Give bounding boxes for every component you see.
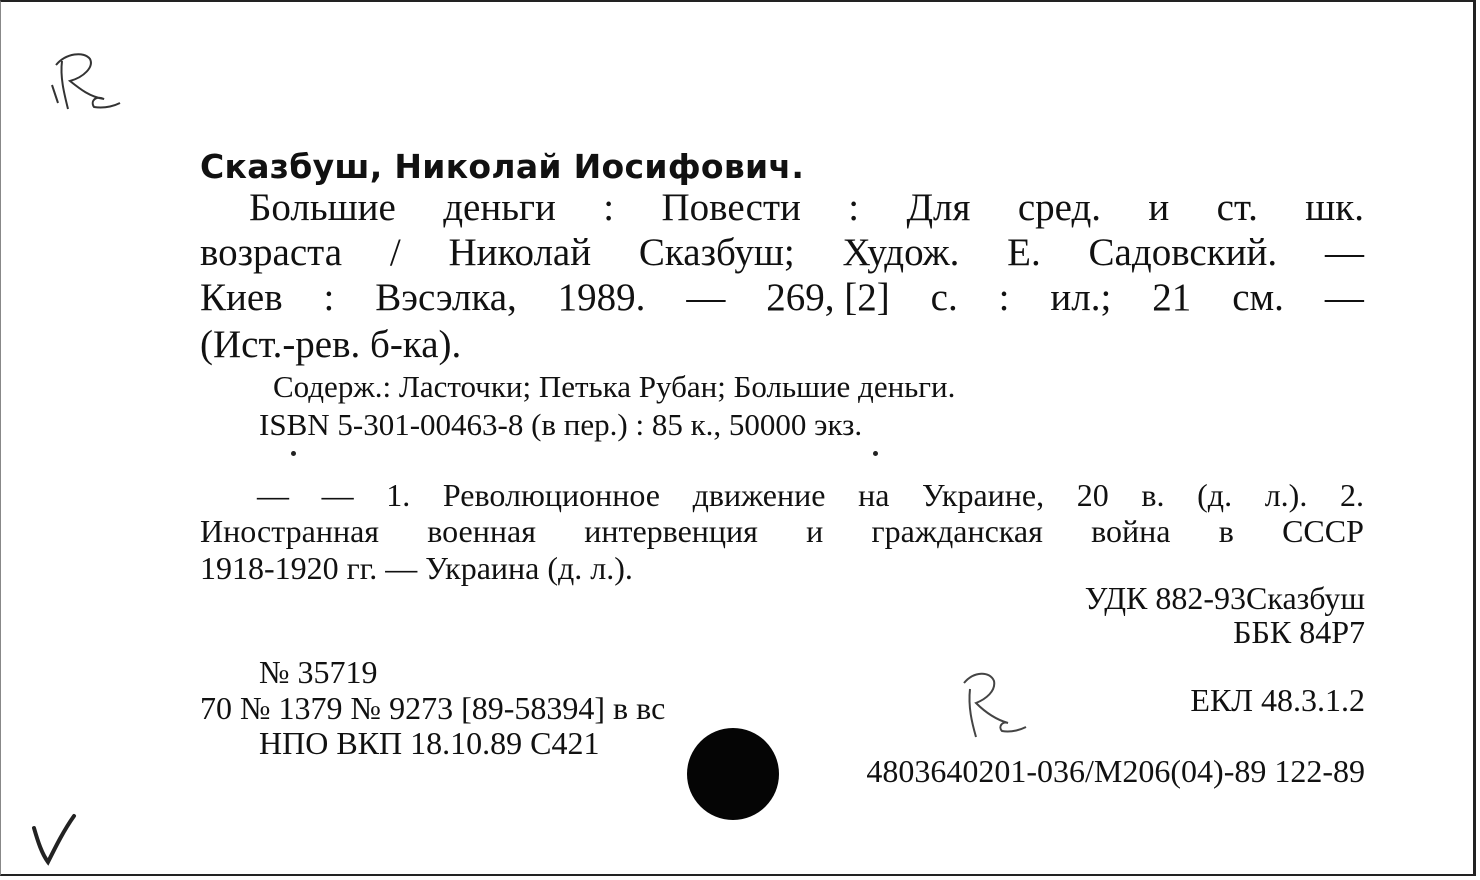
series-line: (Ист.-рев. б-ка). [200, 323, 462, 366]
title-line-3 [200, 275, 1364, 320]
word: Для [906, 186, 971, 229]
publisher-line: НПО ВКП 18.10.89 С421 [259, 725, 600, 761]
word: интервенция [584, 513, 758, 549]
title-line-1 [249, 185, 1364, 230]
word: гражданская [871, 513, 1043, 549]
word: на [858, 477, 890, 513]
word: 2. [1339, 477, 1364, 513]
handwritten-initial-mark-2 [956, 667, 1036, 747]
word: Худож. [842, 231, 960, 274]
handwritten-initial-mark [46, 47, 136, 122]
word: — [1324, 276, 1364, 319]
word: 21 [1152, 276, 1192, 319]
publisher-code: 4803640201-036/М206(04)-89 122-89 [866, 753, 1365, 789]
record-number: № 35719 [259, 654, 378, 690]
subject-line-1 [257, 477, 1364, 514]
word: 20 [1076, 477, 1109, 513]
word: Революционное [442, 477, 660, 513]
word: 269, [2] [766, 276, 890, 319]
word: Киев [200, 276, 283, 319]
word: — [1324, 231, 1364, 274]
word: и [806, 513, 824, 549]
word: ст. [1216, 186, 1258, 229]
word: Николай [448, 231, 592, 274]
word: война [1091, 513, 1171, 549]
order-line: 70 № 1379 № 9273 [89-58394] в вс [200, 690, 666, 726]
word: Повести [661, 186, 801, 229]
word: возраста [200, 231, 343, 274]
author-heading: Сказбуш, Николай Иосифович. [200, 147, 805, 186]
word: Садовский. [1088, 231, 1278, 274]
word: и [1148, 186, 1170, 229]
word: — [257, 477, 289, 513]
word: : [603, 186, 615, 229]
word: в [1218, 513, 1234, 549]
word: в. [1141, 477, 1165, 513]
word: Е. [1007, 231, 1041, 274]
contents-note: Содерж.: Ласточки; Петька Рубан; Большие деньги. [273, 369, 956, 404]
ink-speck [873, 451, 878, 456]
word: / [389, 231, 401, 274]
word: Большие [249, 186, 396, 229]
word: сред. [1017, 186, 1102, 229]
ekl-code: ЕКЛ 48.3.1.2 [1190, 682, 1365, 718]
word: : [848, 186, 860, 229]
isbn-line: ISBN 5-301-00463-8 (в пер.) : 85 к., 50000 экз. [259, 407, 863, 442]
bbk-code: ББК 84Р7 [1233, 614, 1365, 650]
word: Украине, [922, 477, 1045, 513]
word: военная [427, 513, 536, 549]
word: с. [930, 276, 958, 319]
punch-hole [687, 728, 779, 820]
word: Вэсэлка, [375, 276, 517, 319]
udk-code: УДК 882-93Сказбуш [1084, 580, 1365, 616]
handwritten-checkmark [26, 802, 86, 872]
word: 1. [386, 477, 411, 513]
word: л.). [1264, 477, 1308, 513]
word: Сказбуш; [638, 231, 795, 274]
word: см. [1232, 276, 1284, 319]
word: — [321, 477, 354, 513]
word: деньги [443, 186, 556, 229]
word: движение [692, 477, 826, 513]
word: 1989. [557, 276, 646, 319]
subject-line-3: 1918-1920 гг. — Украина (д. л.). [200, 550, 633, 586]
word: Иностранная [200, 513, 379, 549]
word: — [686, 276, 726, 319]
word: ил.; [1050, 276, 1112, 319]
subject-line-2 [200, 513, 1364, 550]
word: : [323, 276, 335, 319]
word: СССР [1282, 513, 1364, 549]
word: (д. [1197, 477, 1233, 513]
title-line-2 [200, 230, 1364, 275]
ink-speck [291, 451, 296, 456]
word: шк. [1305, 186, 1364, 229]
word: : [998, 276, 1010, 319]
